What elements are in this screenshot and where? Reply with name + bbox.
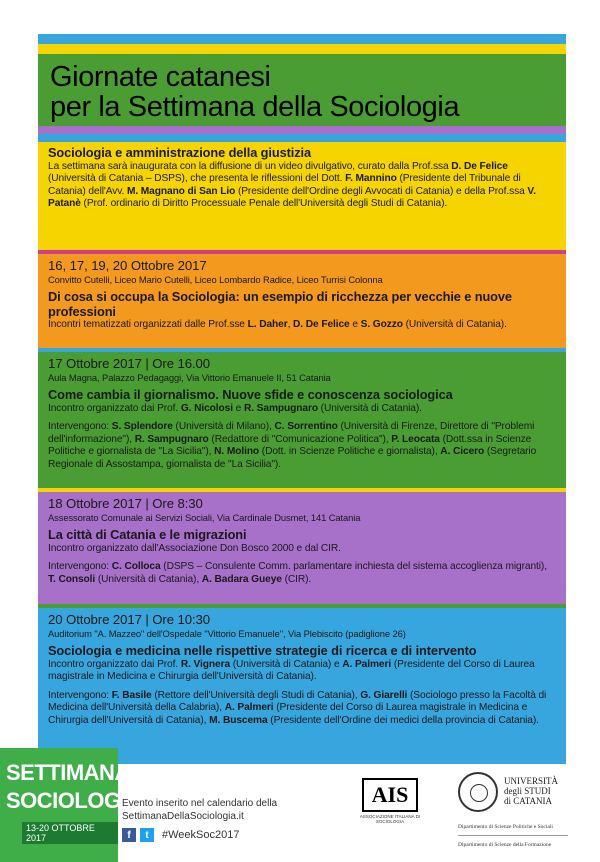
twitter-icon[interactable]: t bbox=[140, 828, 154, 842]
event-venue: Auditorium "A. Mazzeo" dell'Ospedale "Vittorio Emanuele", Via Plebiscito (padiglione 26) bbox=[48, 628, 406, 639]
event-note: Evento inserito nel calendario della SettimanaDellaSociologia.it bbox=[122, 798, 278, 822]
section-heading: Sociologia e medicina nelle rispettive strategie di ricerca e di intervento bbox=[48, 643, 477, 658]
section-journalism bbox=[38, 352, 566, 488]
section-migrations bbox=[38, 492, 566, 604]
title-block bbox=[38, 54, 566, 126]
section-professions bbox=[38, 254, 566, 348]
event-venue: Assessorato Comunale ai Servizi Sociali, Via Cardinale Dusmet, 141 Catania bbox=[48, 512, 361, 523]
stripe-yellow bbox=[38, 44, 566, 54]
university-name: UNIVERSITÀ degli STUDI di CATANIA bbox=[504, 776, 558, 806]
footer bbox=[0, 748, 600, 862]
social-links bbox=[122, 828, 239, 842]
title-line-1: Giornate catanesi bbox=[50, 61, 271, 93]
speakers-text: Intervengono: S. Splendore (Università di Milano), C. Sorrentino (Università di Firenze, Direttore di "Problemi dell'informazione"), R. Sampugnaro (Redattore di "Comunicazione Politica"), P. Leocata (Dott.ssa in Scienze Politiche e giornalista de "La Sicilia"), N. Molino (Dott. in Scienze Politiche e giornalista), A. Cicero (Segretario Regionale di Assostampa, giornalista de "La Sicilia"). bbox=[48, 421, 537, 470]
section-heading: Di cosa si occupa la Sociologia: un esempio di ricchezza per vecchie e nuove professioni bbox=[48, 289, 512, 319]
section-text: Incontri tematizzati organizzati dalle Prof.sse L. Daher, D. De Felice e S. Gozzo (Università di Catania). bbox=[48, 319, 507, 330]
university-seal-icon bbox=[458, 772, 498, 812]
section-text: La settimana sarà inaugurata con la diffusione di un video divulgativo, curato dalla Prof.ssa D. De Felice (Università di Catania – DSPS), che presenta le riflessioni del Dott. F. Mannino (Presidente del Tribunale di Catania) dell'Avv. M. Magnano di San Lio (Presidente dell'Ordine degli Avvocati di Catania) e della Prof.ssa V. Patanè (Prof. ordinario di Diritto Processuale Penale dell'Università degli Studi di Catania). bbox=[48, 160, 536, 210]
stripe-blue-2 bbox=[38, 134, 566, 142]
organizers-text: Incontro organizzato dall'Associazione Don Bosco 2000 e dal CIR. bbox=[48, 542, 341, 554]
department-1: Dipartimento di Scienze Politiche e Sociali bbox=[458, 824, 553, 830]
event-venue: Convitto Cutelli, Liceo Mario Cutelli, Liceo Lombardo Radice, Liceo Turrisi Colonna bbox=[48, 274, 383, 285]
organizers-text: Incontro organizzato dai Prof. G. Nicolosi e R. Sampugnaro (Università di Catania). bbox=[48, 402, 422, 414]
event-date: 17 Ottobre 2017 | Ore 16.00 bbox=[48, 356, 211, 371]
ais-logo: AIS ASSOCIAZIONE ITALIANA DI SOCIOLOGIA bbox=[348, 778, 432, 824]
event-venue: Aula Magna, Palazzo Pedagaggi, Via Vittorio Emanuele II, 51 Catania bbox=[48, 372, 331, 383]
section-medicine bbox=[38, 608, 566, 764]
poster bbox=[38, 34, 566, 764]
section-heading: Sociologia e amministrazione della giustizia bbox=[48, 145, 311, 160]
facebook-icon[interactable]: f bbox=[122, 828, 136, 842]
department-2: Dipartimento di Scienze della Formazione bbox=[458, 842, 552, 848]
poster-title bbox=[50, 62, 554, 122]
event-date: 16, 17, 19, 20 Ottobre 2017 bbox=[48, 258, 207, 273]
event-date: 20 Ottobre 2017 | Ore 10:30 bbox=[48, 612, 211, 627]
title-line-2: per la Settimana della Sociologia bbox=[50, 91, 460, 123]
settimana-sociologia-logo: SETTIMANA SOCIOLOGIA 13-20 OTTOBRE 2017 bbox=[0, 748, 118, 862]
section-heading: La città di Catania e le migrazioni bbox=[48, 527, 247, 542]
speakers-text: Intervengono: F. Basile (Rettore dell'Università degli Studi di Catania), G. Giarelli (Sociologo presso la Facoltà di Medicina dell'Università della Calabria), A. Palmeri (Presidente del Corso di Laurea magistrale in Medicina e Chirurgia dell'Università di Catania), M. Buscema (Presidente dell'Ordine dei medici della provincia di Catania). bbox=[48, 689, 547, 726]
website-link[interactable]: SettimanaDellaSociologia.it bbox=[122, 810, 244, 822]
section-heading: Come cambia il giornalismo. Nuove sfide e conoscenza sociologica bbox=[48, 387, 453, 402]
speakers-text: Intervengono: C. Colloca (DSPS – Consulente Comm. parlamentare inchiesta del sistema accoglienza migranti), T. Consoli (Università di Catania), A. Badara Gueye (CIR). bbox=[48, 561, 547, 585]
stripe-purple bbox=[38, 126, 566, 134]
hashtag: #WeekSoc2017 bbox=[162, 829, 240, 841]
event-date: 18 Ottobre 2017 | Ore 8:30 bbox=[48, 496, 203, 511]
organizers-text: Incontro organizzato dai Prof. R. Vignera (Università di Catania) e A. Palmeri (Presidente del Corso di Laurea magistrale in Medicina e Chirurgia dell'Università di Catania). bbox=[48, 658, 535, 683]
section-justice bbox=[38, 142, 566, 250]
stripe-blue bbox=[38, 34, 566, 44]
